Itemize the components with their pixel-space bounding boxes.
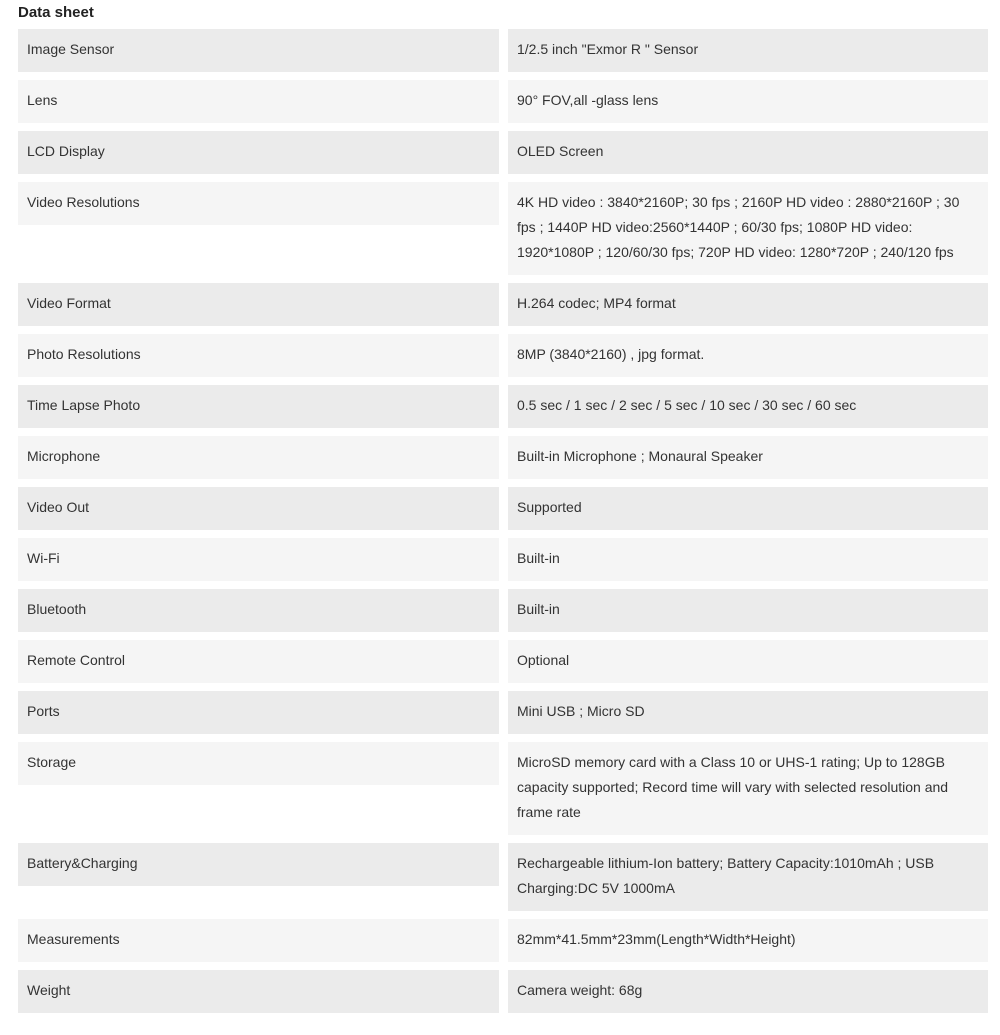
table-row [18, 283, 988, 326]
spec-label: Image Sensor [18, 29, 499, 72]
page-title: Data sheet [18, 4, 94, 21]
table-row [18, 80, 988, 123]
spec-value: 1/2.5 inch "Exmor R " Sensor [508, 29, 988, 72]
spec-label: Video Format [18, 283, 499, 326]
table-row [18, 919, 988, 962]
spec-value: OLED Screen [508, 131, 988, 174]
table-row [18, 487, 988, 530]
spec-value: Optional [508, 640, 988, 683]
spec-value: Camera weight: 68g [508, 970, 988, 1013]
table-row [18, 385, 988, 428]
spec-value: 8MP (3840*2160) , jpg format. [508, 334, 988, 377]
data-sheet-table [18, 29, 988, 1021]
spec-label: Video Resolutions [18, 182, 499, 225]
spec-label: Measurements [18, 919, 499, 962]
spec-value: H.264 codec; MP4 format [508, 283, 988, 326]
spec-value: 4K HD video : 3840*2160P; 30 fps ; 2160P HD video : 2880*2160P ; 30 fps ; 1440P HD video:2560*1440P ; 60/30 fps; 1080P HD video: 1920*1080P ; 120/60/30 fps; 720P HD video: 1280*720P ; 240/120 fps [508, 182, 988, 275]
table-row [18, 334, 988, 377]
spec-label: Wi-Fi [18, 538, 499, 581]
table-row [18, 538, 988, 581]
table-row [18, 182, 988, 275]
spec-label: Time Lapse Photo [18, 385, 499, 428]
spec-value: MicroSD memory card with a Class 10 or UHS-1 rating; Up to 128GB capacity supported; Record time will vary with selected resolution and frame rate [508, 742, 988, 835]
spec-label: Microphone [18, 436, 499, 479]
table-row [18, 970, 988, 1013]
spec-label: Lens [18, 80, 499, 123]
spec-label: Remote Control [18, 640, 499, 683]
spec-value: 0.5 sec / 1 sec / 2 sec / 5 sec / 10 sec / 30 sec / 60 sec [508, 385, 988, 428]
spec-value: Mini USB ; Micro SD [508, 691, 988, 734]
table-row [18, 640, 988, 683]
spec-value: Built-in Microphone ; Monaural Speaker [508, 436, 988, 479]
spec-label: Ports [18, 691, 499, 734]
spec-value: 90° FOV,all -glass lens [508, 80, 988, 123]
spec-value: Built-in [508, 538, 988, 581]
spec-label: Video Out [18, 487, 499, 530]
spec-label: Bluetooth [18, 589, 499, 632]
spec-value: Rechargeable lithium-Ion battery; Battery Capacity:1010mAh ; USB Charging:DC 5V 1000mA [508, 843, 988, 911]
table-row [18, 742, 988, 835]
table-row [18, 131, 988, 174]
table-row [18, 436, 988, 479]
spec-label: Battery&Charging [18, 843, 499, 886]
spec-value: 82mm*41.5mm*23mm(Length*Width*Height) [508, 919, 988, 962]
spec-value: Built-in [508, 589, 988, 632]
spec-label: Storage [18, 742, 499, 785]
spec-label: Weight [18, 970, 499, 1013]
table-row [18, 691, 988, 734]
spec-label: Photo Resolutions [18, 334, 499, 377]
table-row [18, 843, 988, 911]
spec-value: Supported [508, 487, 988, 530]
table-row [18, 29, 988, 72]
spec-label: LCD Display [18, 131, 499, 174]
table-row [18, 589, 988, 632]
